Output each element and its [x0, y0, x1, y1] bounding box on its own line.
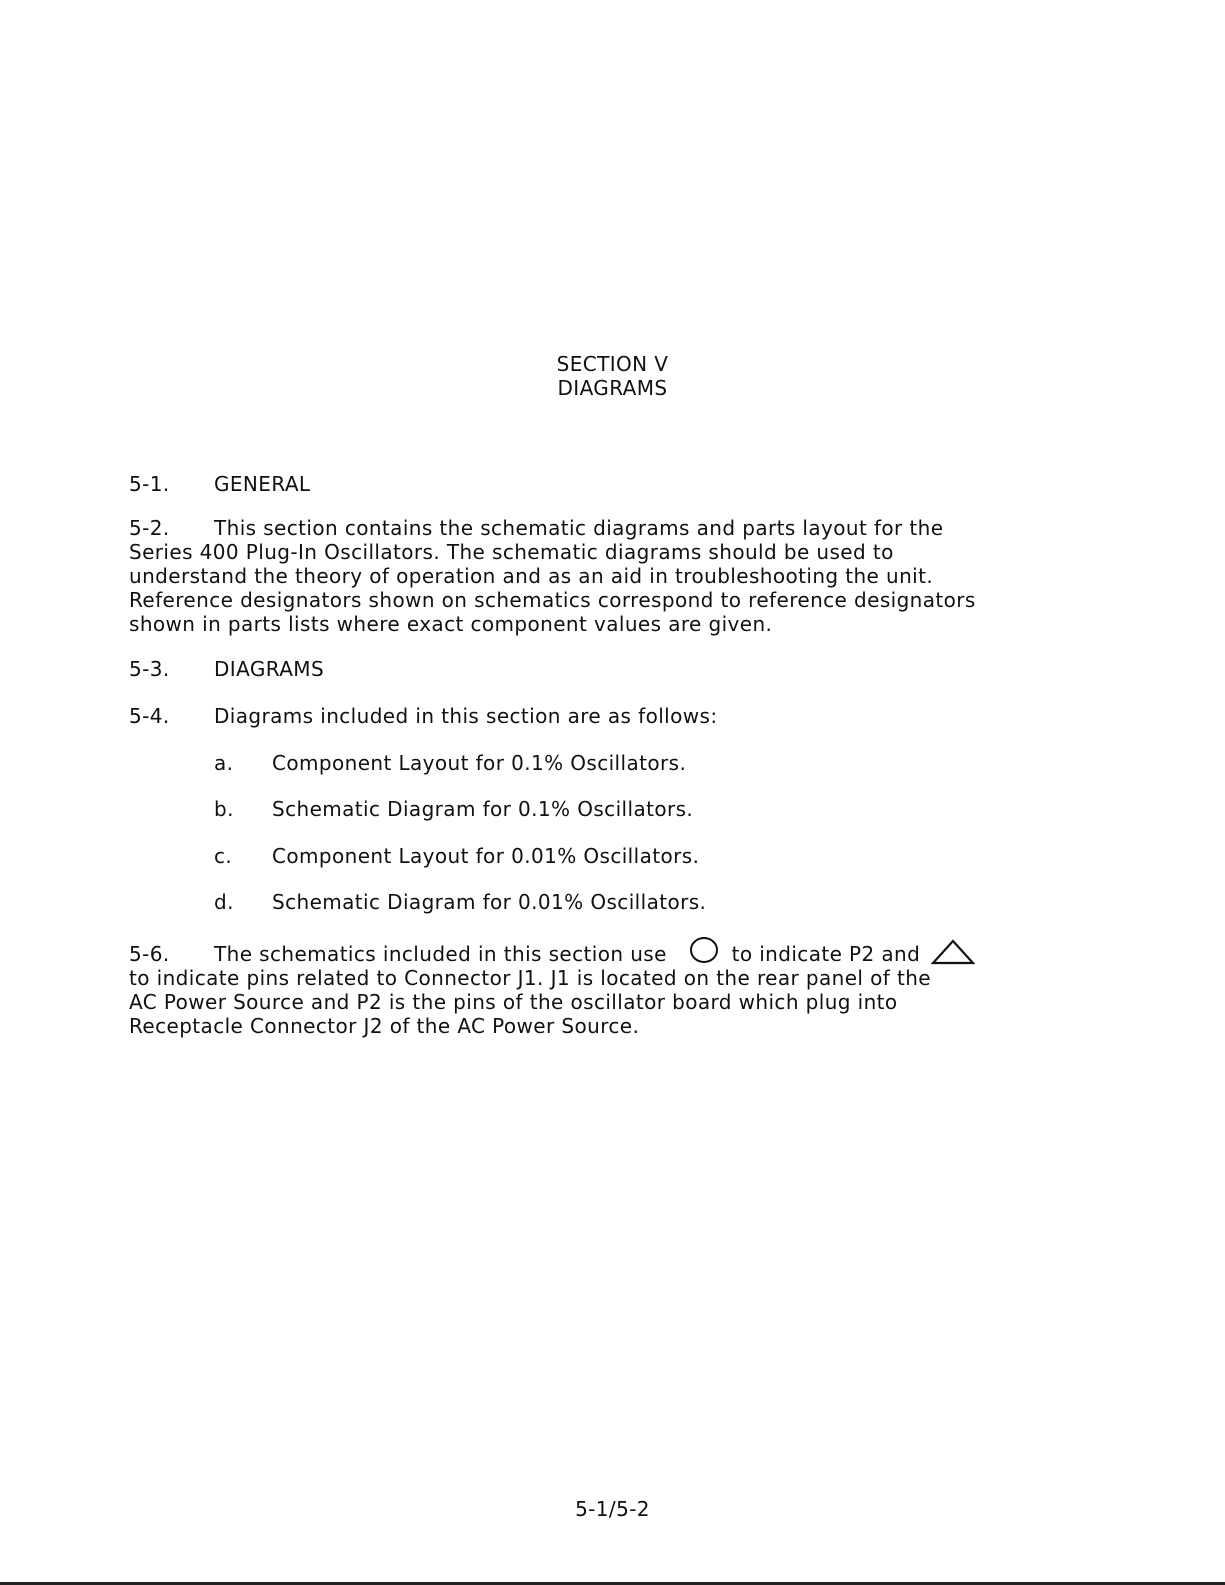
- paragraph-5-6: [129, 937, 1109, 1038]
- paragraph-5-2-line1: This section contains the schematic diagrams and parts layout for the: [214, 516, 944, 540]
- para-number-5-3: 5-3.: [129, 657, 170, 681]
- list-text-d: Schematic Diagram for 0.01% Oscillators.: [272, 890, 707, 914]
- paragraph-5-2-line3: understand the theory of operation and as an aid in troubleshooting the unit.: [129, 564, 934, 588]
- heading-general: GENERAL: [214, 472, 311, 496]
- page-number: 5-1/5-2: [575, 1497, 650, 1521]
- list-text-a: Component Layout for 0.1% Oscillators.: [272, 751, 687, 775]
- paragraph-5-6-line1-b: to indicate P2 and: [731, 942, 921, 966]
- heading-diagrams: DIAGRAMS: [214, 657, 325, 681]
- list-item-a: [214, 751, 686, 775]
- paragraph-5-2: [129, 516, 1109, 636]
- list-item-c: [214, 844, 699, 868]
- list-item-b: [214, 797, 693, 821]
- circle-icon: [688, 937, 720, 965]
- paragraph-5-2-line2: Series 400 Plug-In Oscillators. The schematic diagrams should be used to: [129, 540, 894, 564]
- para-number-5-4: 5-4.: [129, 704, 170, 728]
- list-letter-b: b.: [214, 797, 234, 821]
- para-number-5-1: 5-1.: [129, 472, 170, 496]
- paragraph-5-6-line1-a: The schematics included in this section use: [214, 942, 667, 966]
- paragraph-5-6-line3: AC Power Source and P2 is the pins of the oscillator board which plug into: [129, 990, 898, 1014]
- list-text-b: Schematic Diagram for 0.1% Oscillators.: [272, 797, 694, 821]
- list-letter-d: d.: [214, 890, 234, 914]
- paragraph-5-6-line2: to indicate pins related to Connector J1. J1 is located on the rear panel of the: [129, 966, 931, 990]
- list-text-c: Component Layout for 0.01% Oscillators.: [272, 844, 700, 868]
- section-title-line2: DIAGRAMS: [557, 376, 668, 400]
- list-letter-a: a.: [214, 751, 234, 775]
- para-number-5-6: 5-6.: [129, 942, 170, 966]
- paragraph-5-6-line4: Receptacle Connector J2 of the AC Power Source.: [129, 1014, 640, 1038]
- triangle-icon: [931, 939, 975, 965]
- list-item-d: [214, 890, 706, 914]
- paragraph-5-2-line4: Reference designators shown on schematics correspond to reference designators: [129, 588, 976, 612]
- paragraph-5-4-text: Diagrams included in this section are as follows:: [214, 704, 718, 728]
- list-letter-c: c.: [214, 844, 233, 868]
- section-title-line1: SECTION V: [556, 352, 669, 376]
- section-title: [0, 352, 1225, 400]
- para-number-5-2: 5-2.: [129, 516, 170, 540]
- paragraph-5-2-line5: shown in parts lists where exact component values are given.: [129, 612, 773, 636]
